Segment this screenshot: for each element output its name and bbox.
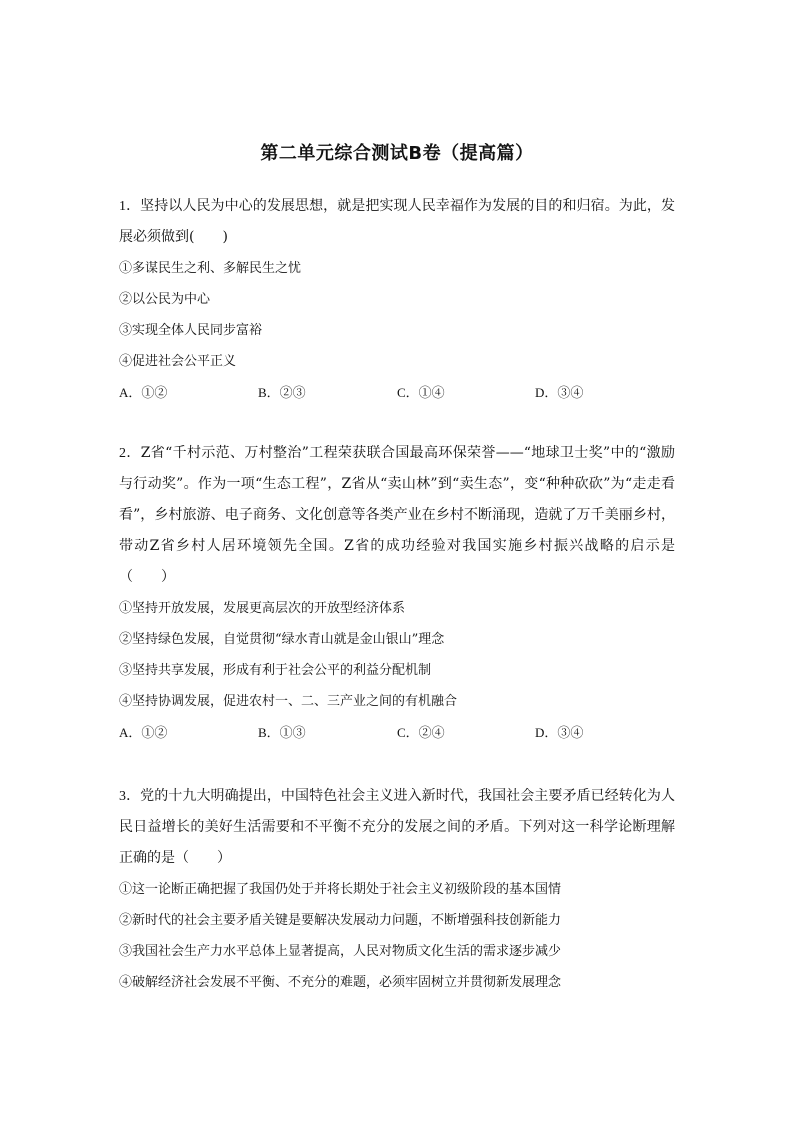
question-stem: 3．党的十九大明确提出，中国特色社会主义进入新时代，我国社会主要矛盾已经转化为人民日益增长的美好生活需要和不平衡不充分的发展之间的矛盾。下列对这一科学论断理解正确的是（ ） xyxy=(119,788,676,866)
statement-item: ③坚持共享发展，形成有利于社会公平的利益分配机制 xyxy=(119,663,432,678)
question-text: Z省“千村示范、万村整治”工程荣获联合国最高环保荣誉——“地球卫士奖”中的“激励与行动奖”。作为一项“生态工程”，Z省从“卖山林”到“卖生态”，变“种种砍砍”为“走走看看”，乡村旅游、电子商务、文化创意等各类产业在乡村不断涌现，造就了万千美丽乡村，带动Z省乡村人居环境领先全国。Z省的成功经验对我国实施乡村振兴战略的启示是（ ） xyxy=(119,445,676,585)
answer-choices xyxy=(119,377,675,408)
answer-choice-b[interactable]: B．②③ xyxy=(258,385,306,400)
statement-item: ①坚持开放发展，发展更高层次的开放型经济体系 xyxy=(119,601,406,616)
question-3 xyxy=(119,781,675,998)
page-title: 第二单元综合测试B卷（提高篇） xyxy=(260,143,534,164)
statement-item: ②坚持绿色发展，自觉贯彻“绿水青山就是金山银山”理念 xyxy=(119,632,445,647)
answer-choices xyxy=(119,717,675,748)
statement-item: ④促进社会公平正义 xyxy=(119,354,237,369)
statement-item: ②新时代的社会主要矛盾关键是要解决发展动力问题，不断增强科技创新能力 xyxy=(119,913,562,928)
answer-choice-c[interactable]: C．①④ xyxy=(397,385,445,400)
question-number: 1 xyxy=(119,199,126,214)
statement-item: ④坚持协调发展，促进农村一、二、三产业之间的有机融合 xyxy=(119,694,458,709)
question-text: 党的十九大明确提出，中国特色社会主义进入新时代，我国社会主要矛盾已经转化为人民日益增长的美好生活需要和不平衡不充分的发展之间的矛盾。下列对这一科学论断理解正确的是（ ） xyxy=(119,788,676,866)
question-number: 2 xyxy=(119,446,126,461)
answer-choice-c[interactable]: C．②④ xyxy=(397,725,445,740)
statement-item: ④破解经济社会发展不平衡、不充分的难题，必须牢固树立并贯彻新发展理念 xyxy=(119,975,562,990)
question-2 xyxy=(119,438,675,748)
answer-choice-d[interactable]: D．③④ xyxy=(535,725,584,740)
question-stem: 1．坚持以人民为中心的发展思想，就是把实现人民幸福作为发展的目的和归宿。为此，发展必须做到( ) xyxy=(119,198,676,245)
statement-item: ③实现全体人民同步富裕 xyxy=(119,323,263,338)
statement-item: ③我国社会生产力水平总体上显著提高，人民对物质文化生活的需求逐步减少 xyxy=(119,944,562,959)
answer-choice-a[interactable]: A．①② xyxy=(119,385,168,400)
question-1 xyxy=(119,191,675,408)
question-number: 3 xyxy=(119,789,126,804)
statement-item: ①多谋民生之利、多解民生之忧 xyxy=(119,261,302,276)
statement-item: ②以公民为中心 xyxy=(119,292,211,307)
answer-choice-d[interactable]: D．③④ xyxy=(535,385,584,400)
answer-choice-b[interactable]: B．①③ xyxy=(258,725,306,740)
question-text: 坚持以人民为中心的发展思想，就是把实现人民幸福作为发展的目的和归宿。为此，发展必须做到( ) xyxy=(119,198,676,245)
question-stem: 2．Z省“千村示范、万村整治”工程荣获联合国最高环保荣誉——“地球卫士奖”中的“激励与行动奖”。作为一项“生态工程”，Z省从“卖山林”到“卖生态”，变“种种砍砍”为“走走看看”，乡村旅游、电子商务、文化创意等各类产业在乡村不断涌现，造就了万千美丽乡村，带动Z省乡村人居环境领先全国。Z省的成功经验对我国实施乡村振兴战略的启示是（ ） xyxy=(119,445,676,585)
statement-item: ①这一论断正确把握了我国仍处于并将长期处于社会主义初级阶段的基本国情 xyxy=(119,882,562,897)
answer-choice-a[interactable]: A．①② xyxy=(119,725,168,740)
